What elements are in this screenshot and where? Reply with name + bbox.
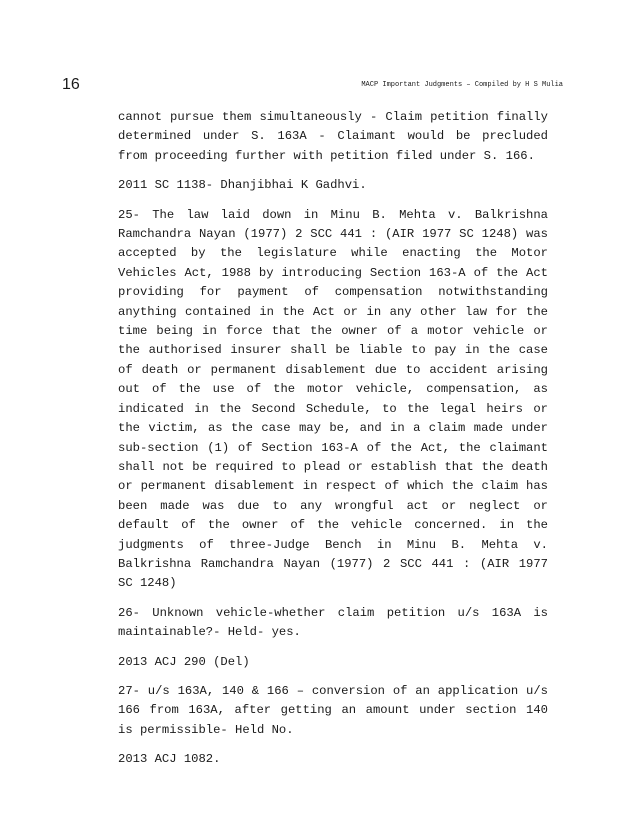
- paragraph-continuation: cannot pursue them simultaneously - Claim petition finally determined under S. 163A - Claimant would be precluded from proceeding further with petition filed under S. 166.: [118, 110, 548, 163]
- paragraph-26: 26- Unknown vehicle-whether claim petition u/s 163A is maintainable?- Held- yes.: [118, 605, 548, 640]
- paragraph-27: 27- u/s 163A, 140 & 166 – conversion of an application u/s 166 from 163A, after getting an amount under section 140 is permissible- Held No.: [118, 683, 548, 737]
- citation-2013-acj-290: 2013 ACJ 290 (Del): [118, 654, 250, 669]
- running-header: MACP Important Judgments – Compiled by H S Mulia: [361, 81, 563, 89]
- citation-2011-sc-1138: 2011 SC 1138- Dhanjibhai K Gadhvi.: [118, 178, 367, 193]
- page-number: 16: [62, 76, 80, 93]
- page-body: [118, 108, 548, 780]
- paragraph-25: 25- The law laid down in Minu B. Mehta v. Balkrishna Ramchandra Nayan (1977) 2 SCC 441 : (AIR 1977 SC 1248) was accepted by the legislature while enacting the Motor Vehicles Act, 1988 by introducing Section 163-A of the Act providing for payment of compensation notwithstanding anything contained in the Act or in any other law for the time being in force that the owner of a motor vehicle or the authorised insurer shall be liable to pay in the case of death or permanent disablement due to accident arising out of the use of the motor vehicle, compensation, as indicated in the Second Schedule, to the legal heirs or the victim, as the case may be, and in a claim made under sub-section (1) of Section 163-A of the Act, the claimant shall not be required to plead or establish that the death or permanent disablement in respect of which the claim has been made was due to any wrongful act or neglect or default of the owner of the vehicle concerned. in the judgments of three-Judge Bench in Minu B. Mehta v. Balkrishna Ramchandra Nayan (1977) 2 SCC 441 : (AIR 1977 SC 1248): [118, 207, 548, 591]
- citation-2013-acj-1082: 2013 ACJ 1082.: [118, 752, 221, 767]
